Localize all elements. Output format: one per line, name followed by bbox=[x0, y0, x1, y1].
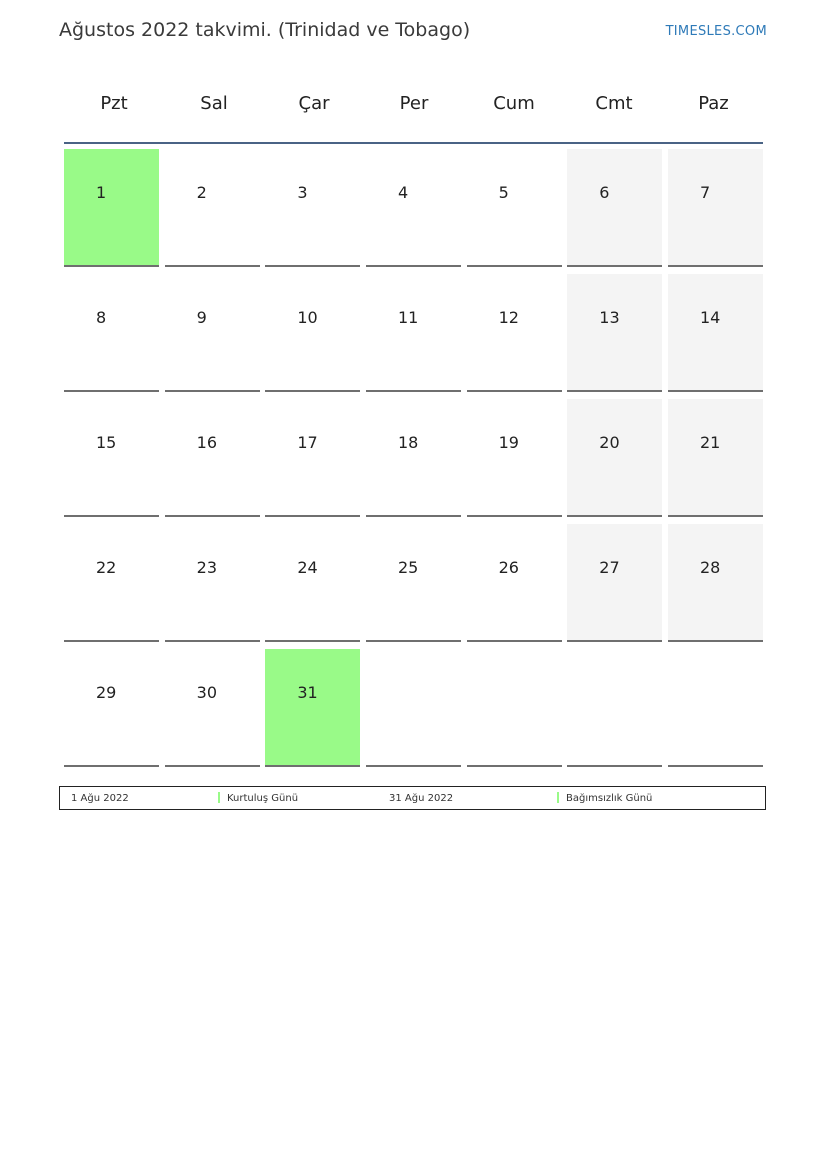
day-number: 19 bbox=[498, 433, 519, 452]
day-cell bbox=[64, 524, 159, 642]
day-cell bbox=[668, 649, 763, 767]
day-cell bbox=[265, 274, 360, 392]
day-cell bbox=[467, 649, 562, 767]
day-number: 8 bbox=[96, 308, 107, 327]
day-number: 29 bbox=[96, 683, 117, 702]
day-number: 15 bbox=[96, 433, 117, 452]
calendar-week bbox=[64, 144, 763, 269]
day-cell bbox=[64, 274, 159, 392]
calendar-week bbox=[64, 394, 763, 519]
day-number: 30 bbox=[196, 683, 218, 702]
day-cell bbox=[668, 149, 763, 267]
day-number: 4 bbox=[397, 183, 409, 202]
weekday-label: Cmt bbox=[595, 93, 633, 114]
day-number: 26 bbox=[498, 558, 519, 577]
day-cell bbox=[567, 649, 662, 767]
day-cell bbox=[668, 274, 763, 392]
day-number: 22 bbox=[96, 558, 117, 577]
weekday-label: Cum bbox=[493, 93, 535, 114]
weekday-label: Per bbox=[399, 93, 429, 114]
day-number: 23 bbox=[196, 558, 218, 577]
holiday-marker bbox=[557, 792, 559, 803]
day-cell bbox=[668, 524, 763, 642]
weekday-label: Çar bbox=[298, 93, 330, 114]
day-number: 9 bbox=[196, 308, 207, 327]
day-number: 21 bbox=[699, 433, 721, 452]
calendar-week bbox=[64, 269, 763, 394]
holiday-name: Bağımsızlık Günü bbox=[566, 793, 653, 804]
day-number: 11 bbox=[397, 308, 419, 327]
day-number: 18 bbox=[397, 433, 419, 452]
day-number: 20 bbox=[599, 433, 620, 452]
day-number: 27 bbox=[599, 558, 620, 577]
day-number: 24 bbox=[297, 558, 318, 577]
day-cell bbox=[567, 399, 662, 517]
day-number: 25 bbox=[397, 558, 419, 577]
day-cell bbox=[567, 524, 662, 642]
day-cell bbox=[668, 399, 763, 517]
day-cell bbox=[366, 524, 461, 642]
holiday-marker bbox=[218, 792, 220, 803]
day-number: 14 bbox=[699, 308, 721, 327]
day-cell bbox=[64, 149, 159, 267]
day-cell bbox=[467, 149, 562, 267]
day-number: 31 bbox=[297, 683, 318, 702]
day-cell bbox=[366, 274, 461, 392]
day-cell bbox=[467, 274, 562, 392]
page-title: Ağustos 2022 takvimi. (Trinidad ve Tobago) bbox=[59, 19, 471, 41]
holiday-date: 31 Ağu 2022 bbox=[389, 793, 454, 804]
day-cell bbox=[567, 149, 662, 267]
weekday-label: Paz bbox=[698, 93, 729, 114]
day-cell bbox=[64, 399, 159, 517]
day-number: 12 bbox=[498, 308, 519, 327]
day-cell bbox=[467, 399, 562, 517]
day-cell bbox=[366, 149, 461, 267]
day-cell bbox=[165, 274, 260, 392]
day-cell bbox=[265, 524, 360, 642]
day-number: 3 bbox=[297, 183, 308, 202]
day-cell bbox=[467, 524, 562, 642]
day-cell bbox=[567, 274, 662, 392]
day-number: 2 bbox=[196, 183, 207, 202]
holiday-name: Kurtuluş Günü bbox=[227, 793, 299, 804]
day-number: 5 bbox=[498, 183, 509, 202]
day-number: 17 bbox=[297, 433, 318, 452]
day-number: 13 bbox=[599, 308, 620, 327]
day-cell bbox=[265, 399, 360, 517]
day-number: 16 bbox=[196, 433, 218, 452]
day-cell bbox=[64, 649, 159, 767]
day-number: 7 bbox=[699, 183, 711, 202]
day-number: 10 bbox=[297, 308, 318, 327]
weekday-label: Sal bbox=[200, 93, 228, 114]
day-cell bbox=[165, 399, 260, 517]
day-number: 28 bbox=[699, 558, 721, 577]
holiday-date: 1 Ağu 2022 bbox=[71, 793, 129, 804]
holiday-legend bbox=[59, 786, 766, 810]
day-cell bbox=[265, 649, 360, 767]
weekday-label: Pzt bbox=[100, 93, 128, 114]
calendar-week bbox=[64, 519, 763, 644]
day-cell bbox=[165, 149, 260, 267]
brand-link[interactable]: TIMESLES.COM bbox=[665, 24, 767, 39]
day-cell bbox=[366, 649, 461, 767]
day-cell bbox=[165, 524, 260, 642]
day-cell bbox=[165, 649, 260, 767]
calendar-week bbox=[64, 644, 763, 769]
day-number: 6 bbox=[599, 183, 610, 202]
weekday-header-row bbox=[64, 80, 763, 144]
day-cell bbox=[265, 149, 360, 267]
day-number: 1 bbox=[96, 183, 107, 202]
day-cell bbox=[366, 399, 461, 517]
calendar-grid bbox=[64, 80, 763, 769]
